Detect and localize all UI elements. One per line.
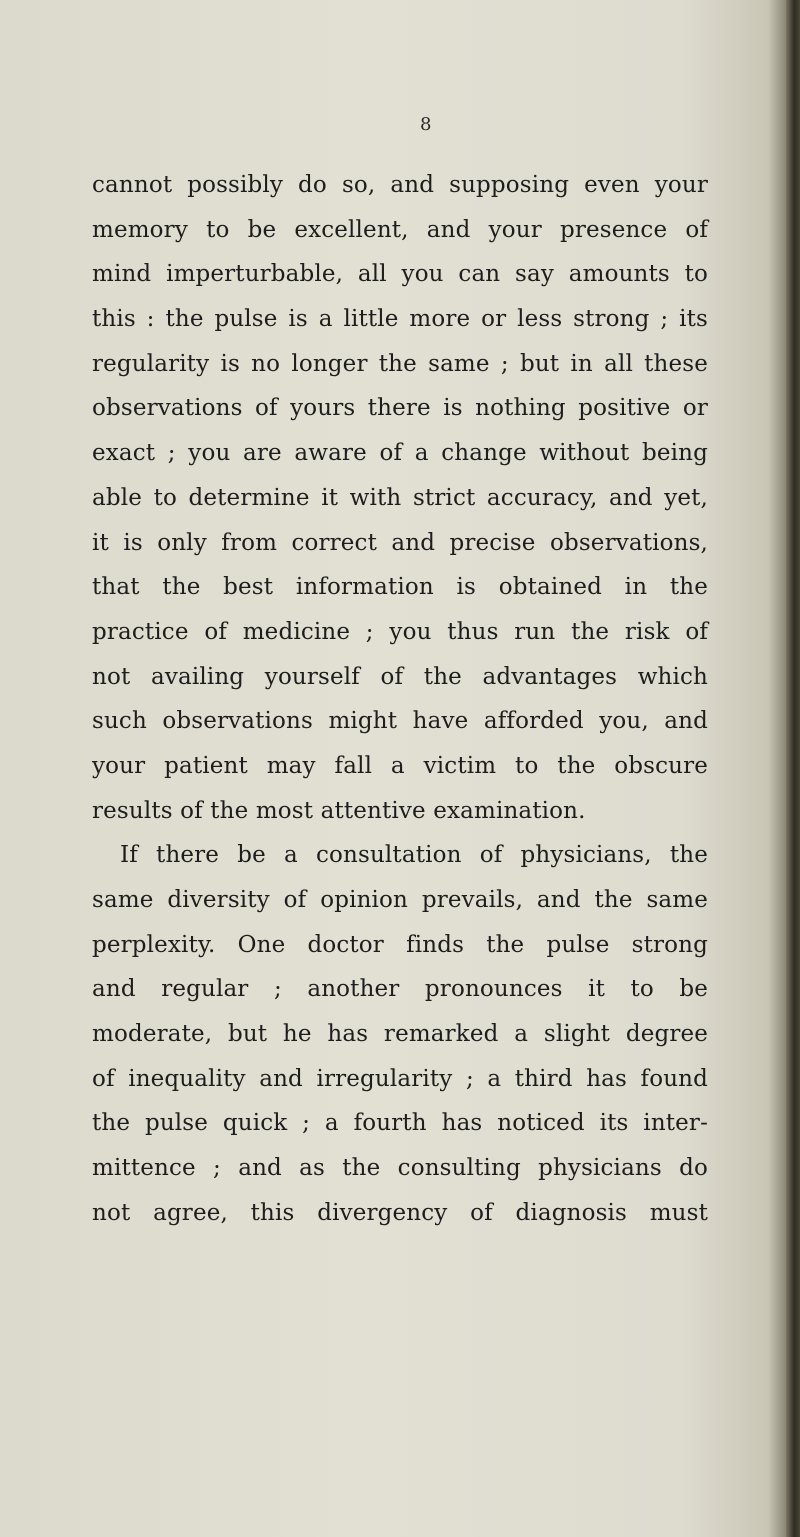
- text-line: regularity is no longer the same ; but in all these: [92, 350, 708, 377]
- text-line: memory to be excellent, and your presence of: [92, 216, 708, 243]
- text-line: your patient may fall a victim to the obscure: [92, 752, 708, 779]
- text-line: same diversity of opinion prevails, and the same: [92, 887, 708, 913]
- text-line: this : the pulse is a little more or less strong ; its: [92, 306, 708, 333]
- text-line: moderate, but he has remarked a slight degree: [92, 1021, 708, 1048]
- text-line: mind imperturbable, all you can say amounts to: [92, 261, 708, 288]
- text-line: of inequality and irregularity ; a third has found: [92, 1065, 708, 1092]
- text-line: not availing yourself of the advantages which: [92, 663, 708, 690]
- page-number: 8: [420, 114, 432, 135]
- text-line: practice of medicine ; you thus run the risk of: [92, 618, 708, 645]
- text-line: exact ; you are aware of a change without being: [92, 440, 708, 467]
- page-edge-shadow: [786, 0, 800, 1537]
- body-text: [92, 163, 708, 1236]
- text-line: and regular ; another pronounces it to be: [92, 976, 708, 1003]
- text-line: not agree, this divergency of diagnosis must: [92, 1199, 708, 1226]
- paragraph-start-line: If there be a consultation of physicians, the: [120, 842, 708, 869]
- text-line: that the best information is obtained in the: [92, 574, 708, 601]
- text-line: the pulse quick ; a fourth has noticed its inter-: [92, 1110, 708, 1137]
- text-line: it is only from correct and precise observations,: [92, 529, 708, 556]
- paragraph-end-line: results of the most attentive examination.: [92, 797, 586, 824]
- text-line: perplexity. One doctor finds the pulse strong: [92, 931, 708, 958]
- text-line: cannot possibly do so, and supposing even your: [92, 172, 708, 198]
- text-line: mittence ; and as the consulting physicians do: [92, 1155, 708, 1182]
- text-line: able to determine it with strict accuracy, and yet,: [92, 484, 708, 511]
- text-line: observations of yours there is nothing positive or: [92, 395, 708, 422]
- text-line: such observations might have afforded you, and: [92, 708, 708, 735]
